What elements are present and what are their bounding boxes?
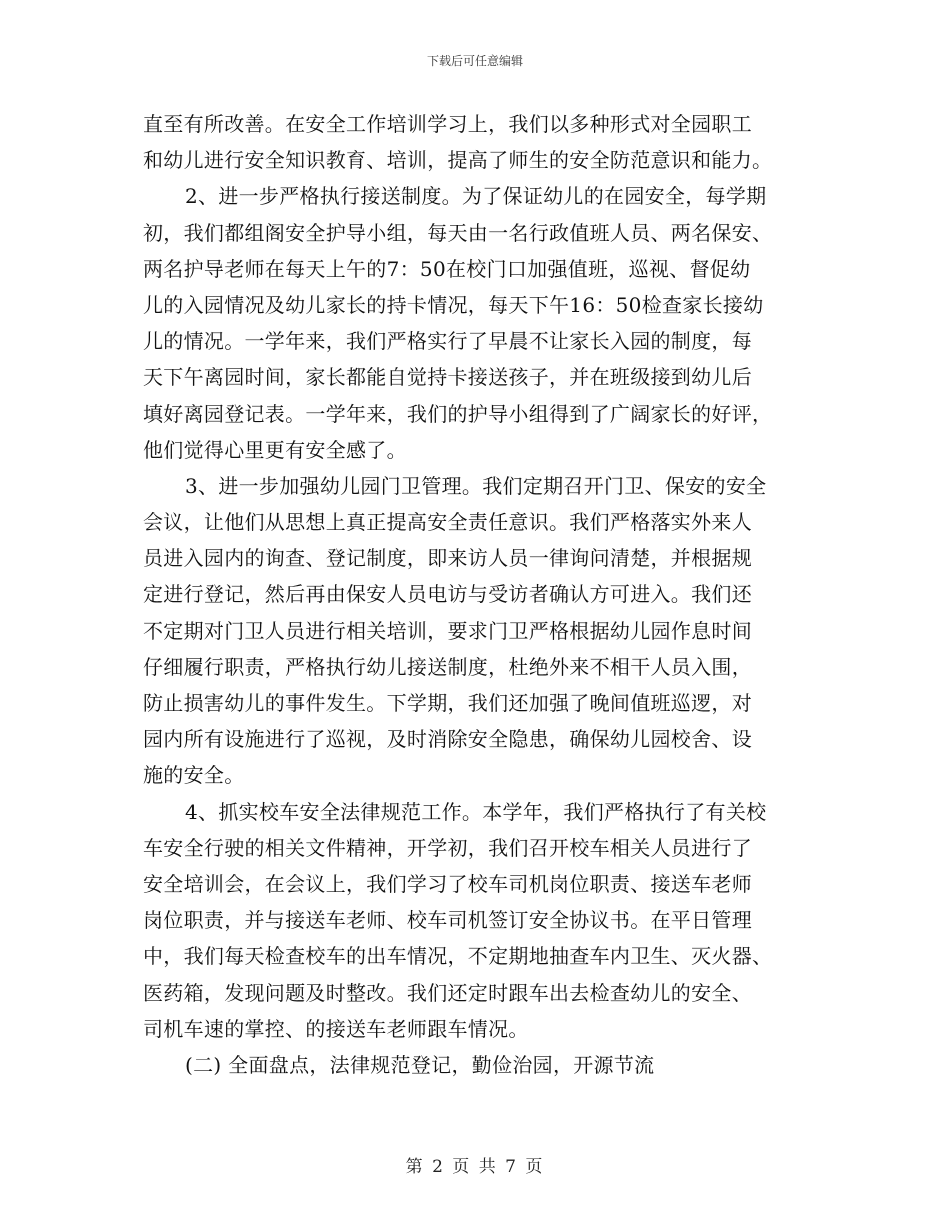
text-line: 仔细履行职责，严格执行幼儿接送制度，杜绝外来不相干人员入围，	[143, 654, 752, 679]
page-number: 第 2 页 共 7 页	[405, 1157, 545, 1177]
text-line: 车安全行驶的相关文件精神，开学初，我们召开校车相关人员进行了	[143, 835, 752, 860]
text-line: 天下午离园时间，家长都能自觉持卡接送孩子，并在班级接到幼儿后	[143, 365, 752, 390]
text-line: 和幼儿进行安全知识教育、培训，提高了师生的安全防范意识和能力。	[143, 148, 773, 173]
text-line: 员进入园内的询查、登记制度，即来访人员一律询问清楚，并根据规	[143, 546, 752, 571]
text-line: 中，我们每天检查校车的出车情况，不定期地抽查车内卫生、灭火器、	[143, 944, 773, 969]
text-line: 司机车速的掌控、的接送车老师跟车情况。	[143, 1016, 529, 1041]
paragraph-start-line: 4、抓实校车安全法律规范工作。本学年，我们严格执行了有关校	[185, 799, 767, 824]
text-line: 直至有所改善。在安全工作培训学习上，我们以多种形式对全园职工	[143, 112, 752, 136]
text-line: 安全培训会，在会议上，我们学习了校车司机岗位职责、接送车老师	[143, 871, 752, 896]
document-body	[143, 106, 808, 1083]
text-line: 初，我们都组阁安全护导小组，每天由一名行政值班人员、两名保安、	[143, 220, 773, 245]
page-header-note: 下载后可任意编辑	[426, 54, 523, 68]
text-line: 两名护导老师在每天上午的7：50在校门口加强值班，巡视、督促幼	[143, 256, 751, 281]
text-line: 定进行登记，然后再由保安人员电访与受访者确认方可进入。我们还	[143, 582, 752, 607]
paragraph-start-line: 3、进一步加强幼儿园门卫管理。我们定期召开门卫、保安的安全	[185, 473, 767, 498]
text-line: 他们觉得心里更有安全感了。	[143, 437, 407, 462]
section-heading: (二) 全面盘点，法律规范登记，勤俭治园，开源节流	[185, 1052, 655, 1077]
text-line: 园内所有设施进行了巡视，及时消除安全隐患，确保幼儿园校舍、设	[143, 727, 752, 752]
text-line: 施的安全。	[143, 763, 245, 788]
text-line: 儿的情况。一学年来，我们严格实行了早晨不让家长入园的制度，每	[143, 329, 752, 354]
text-line: 儿的入园情况及幼儿家长的持卡情况，每天下午16：50检查家长接幼	[143, 292, 764, 317]
text-line: 会议，让他们从思想上真正提高安全责任意识。我们严格落实外来人	[143, 510, 752, 535]
text-line: 医药箱，发现问题及时整改。我们还定时跟车出去检查幼儿的安全、	[143, 980, 752, 1005]
text-line: 填好离园登记表。一学年来，我们的护导小组得到了广阔家长的好评，	[143, 401, 773, 426]
text-line: 防止损害幼儿的事件发生。下学期，我们还加强了晚间值班巡逻，对	[143, 691, 752, 715]
text-line: 不定期对门卫人员进行相关培训，要求门卫严格根据幼儿园作息时间	[143, 618, 752, 643]
text-line: 岗位职责，并与接送车老师、校车司机签订安全协议书。在平日管理	[143, 908, 752, 933]
paragraph-start-line: 2、进一步严格执行接送制度。为了保证幼儿的在园安全，每学期	[185, 184, 767, 209]
